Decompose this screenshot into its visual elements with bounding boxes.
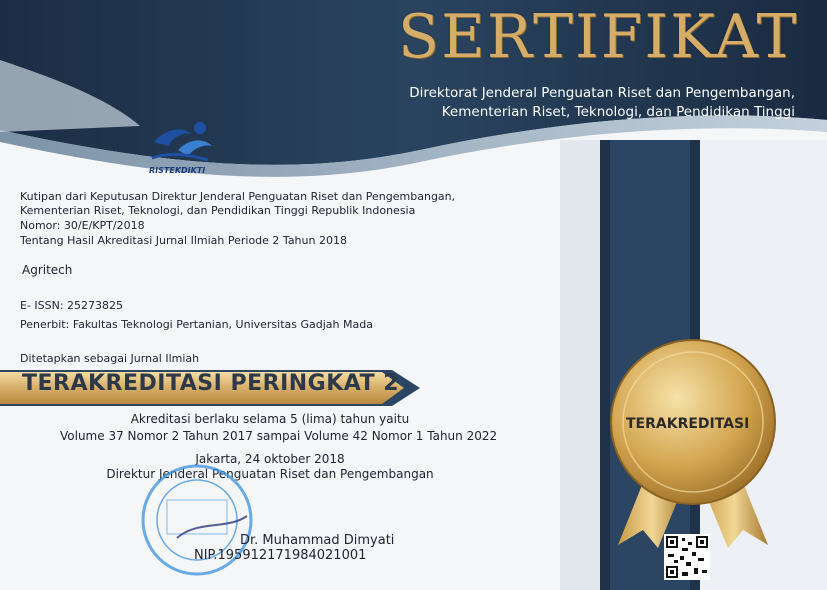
decree-line-2: Kementerian Riset, Teknologi, dan Pendidikan Tinggi Republik Indonesia <box>20 204 416 217</box>
issuer-line-1: Direktorat Jenderal Penguatan Riset dan Pengembangan, <box>409 85 795 101</box>
certificate-title: SERTIFIKAT <box>398 2 799 72</box>
journal-issn: E- ISSN: 25273825 <box>20 299 124 312</box>
accreditation-seal-icon <box>578 330 808 550</box>
signature-place-date: Jakarta, 24 oktober 2018 <box>195 452 345 466</box>
signature-office: Direktur Jenderal Penguatan Riset dan Pengembangan <box>106 467 434 481</box>
qr-code-icon <box>664 534 710 580</box>
issuer-line-2: Kementerian Riset, Teknologi, dan Pendidikan Tinggi <box>441 104 795 120</box>
journal-publisher: Penerbit: Fakultas Teknologi Pertanian, Universitas Gadjah Mada <box>20 318 373 331</box>
ristekdikti-logo-text: RISTEKDIKTI <box>149 166 206 175</box>
designation-label: Ditetapkan sebagai Jurnal Ilmiah <box>20 352 200 365</box>
signatory-name: Dr. Muhammad Dimyati <box>240 533 395 548</box>
validity-line-2: Volume 37 Nomor 2 Tahun 2017 sampai Volume 42 Nomor 1 Tahun 2022 <box>60 429 498 443</box>
signatory-nip: NIP.195912171984021001 <box>194 548 367 563</box>
accreditation-rank: TERAKREDITASI PERINGKAT 2 <box>22 371 400 396</box>
decree-line-1: Kutipan dari Keputusan Direktur Jenderal Penguatan Riset dan Pengembangan, <box>20 190 456 203</box>
decree-number: Nomor: 30/E/KPT/2018 <box>20 219 145 232</box>
journal-name: Agritech <box>22 263 73 277</box>
seal-label: TERAKREDITASI <box>626 416 750 432</box>
validity-line-1: Akreditasi berlaku selama 5 (lima) tahun yaitu <box>130 412 410 426</box>
decree-subject: Tentang Hasil Akreditasi Jurnal Ilmiah Periode 2 Tahun 2018 <box>20 234 347 247</box>
